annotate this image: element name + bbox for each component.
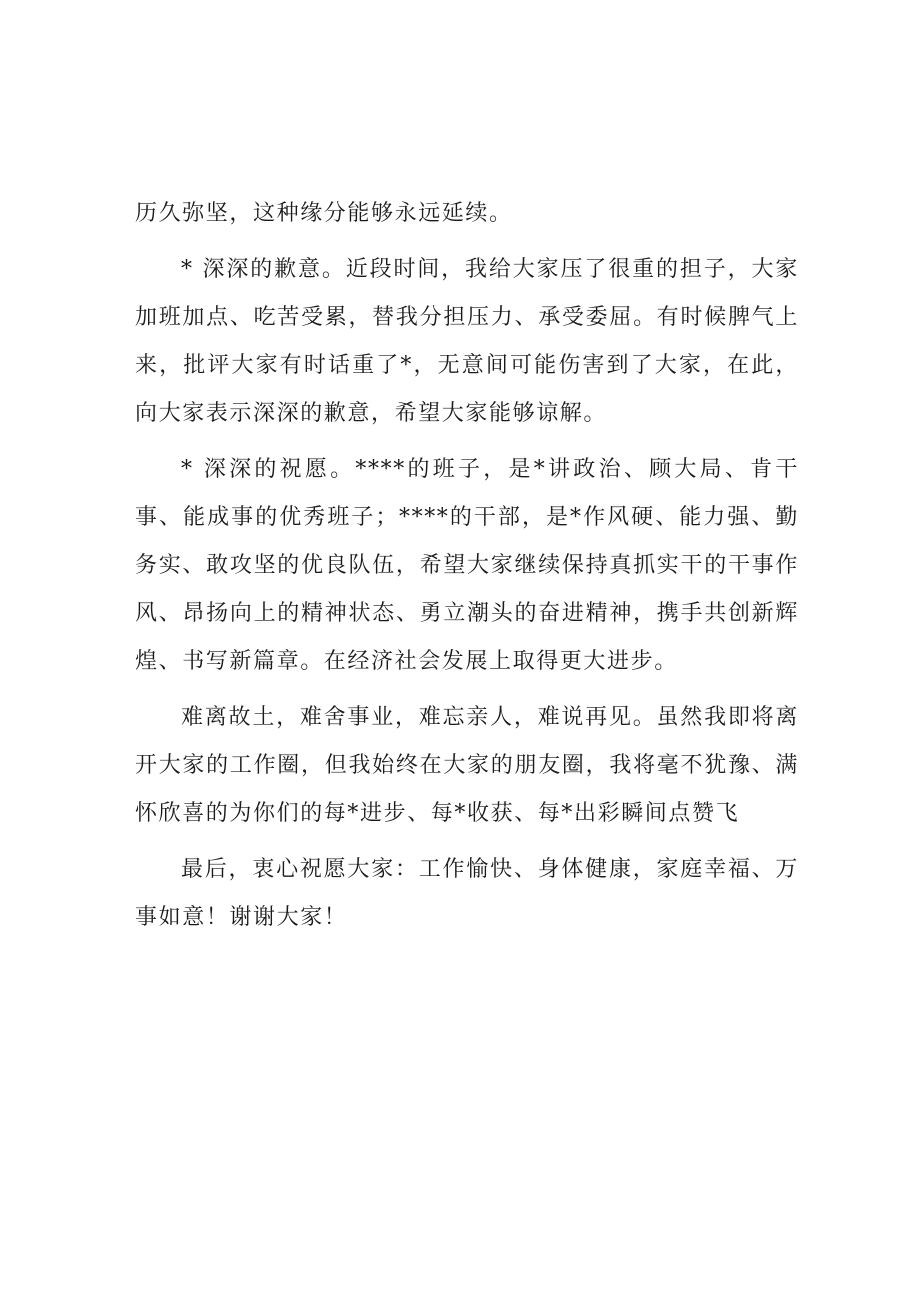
document-body bbox=[135, 190, 799, 942]
paragraph-closing: 最后，衷心祝愿大家：工作愉快、身体健康，家庭幸福、万事如意！谢谢大家！ bbox=[135, 857, 799, 930]
paragraph-apology: * 深深的歉意。近段时间，我给大家压了很重的担子，大家加班加点、吃苦受累，替我分担压力、承受委屈。有时候脾气上来，批评大家有时话重了*，无意间可能伤害到了大家，在此，向大家表示深深的歉意，希望大家能够谅解。 bbox=[135, 257, 799, 426]
paragraph-wishes: * 深深的祝愿。****的班子，是*讲政治、顾大局、肯干事、能成事的优秀班子；****的干部，是*作风硬、能力强、勤务实、敢攻坚的优良队伍，希望大家继续保持真抓实干的干事作风、昂扬向上的精神状态、勇立潮头的奋进精神，携手共创新辉煌、书写新篇章。在经济社会发展上取得更大进步。 bbox=[135, 457, 799, 674]
paragraph-continuation: 历久弥坚，这种缘分能够永远延续。 bbox=[135, 201, 513, 226]
paragraph-farewell: 难离故土，难舍事业，难忘亲人，难说再见。虽然我即将离开大家的工作圈，但我始终在大家的朋友圈，我将毫不犹豫、满怀欣喜的为你们的每*进步、每*收获、每*出彩瞬间点赞飞 bbox=[135, 705, 799, 826]
